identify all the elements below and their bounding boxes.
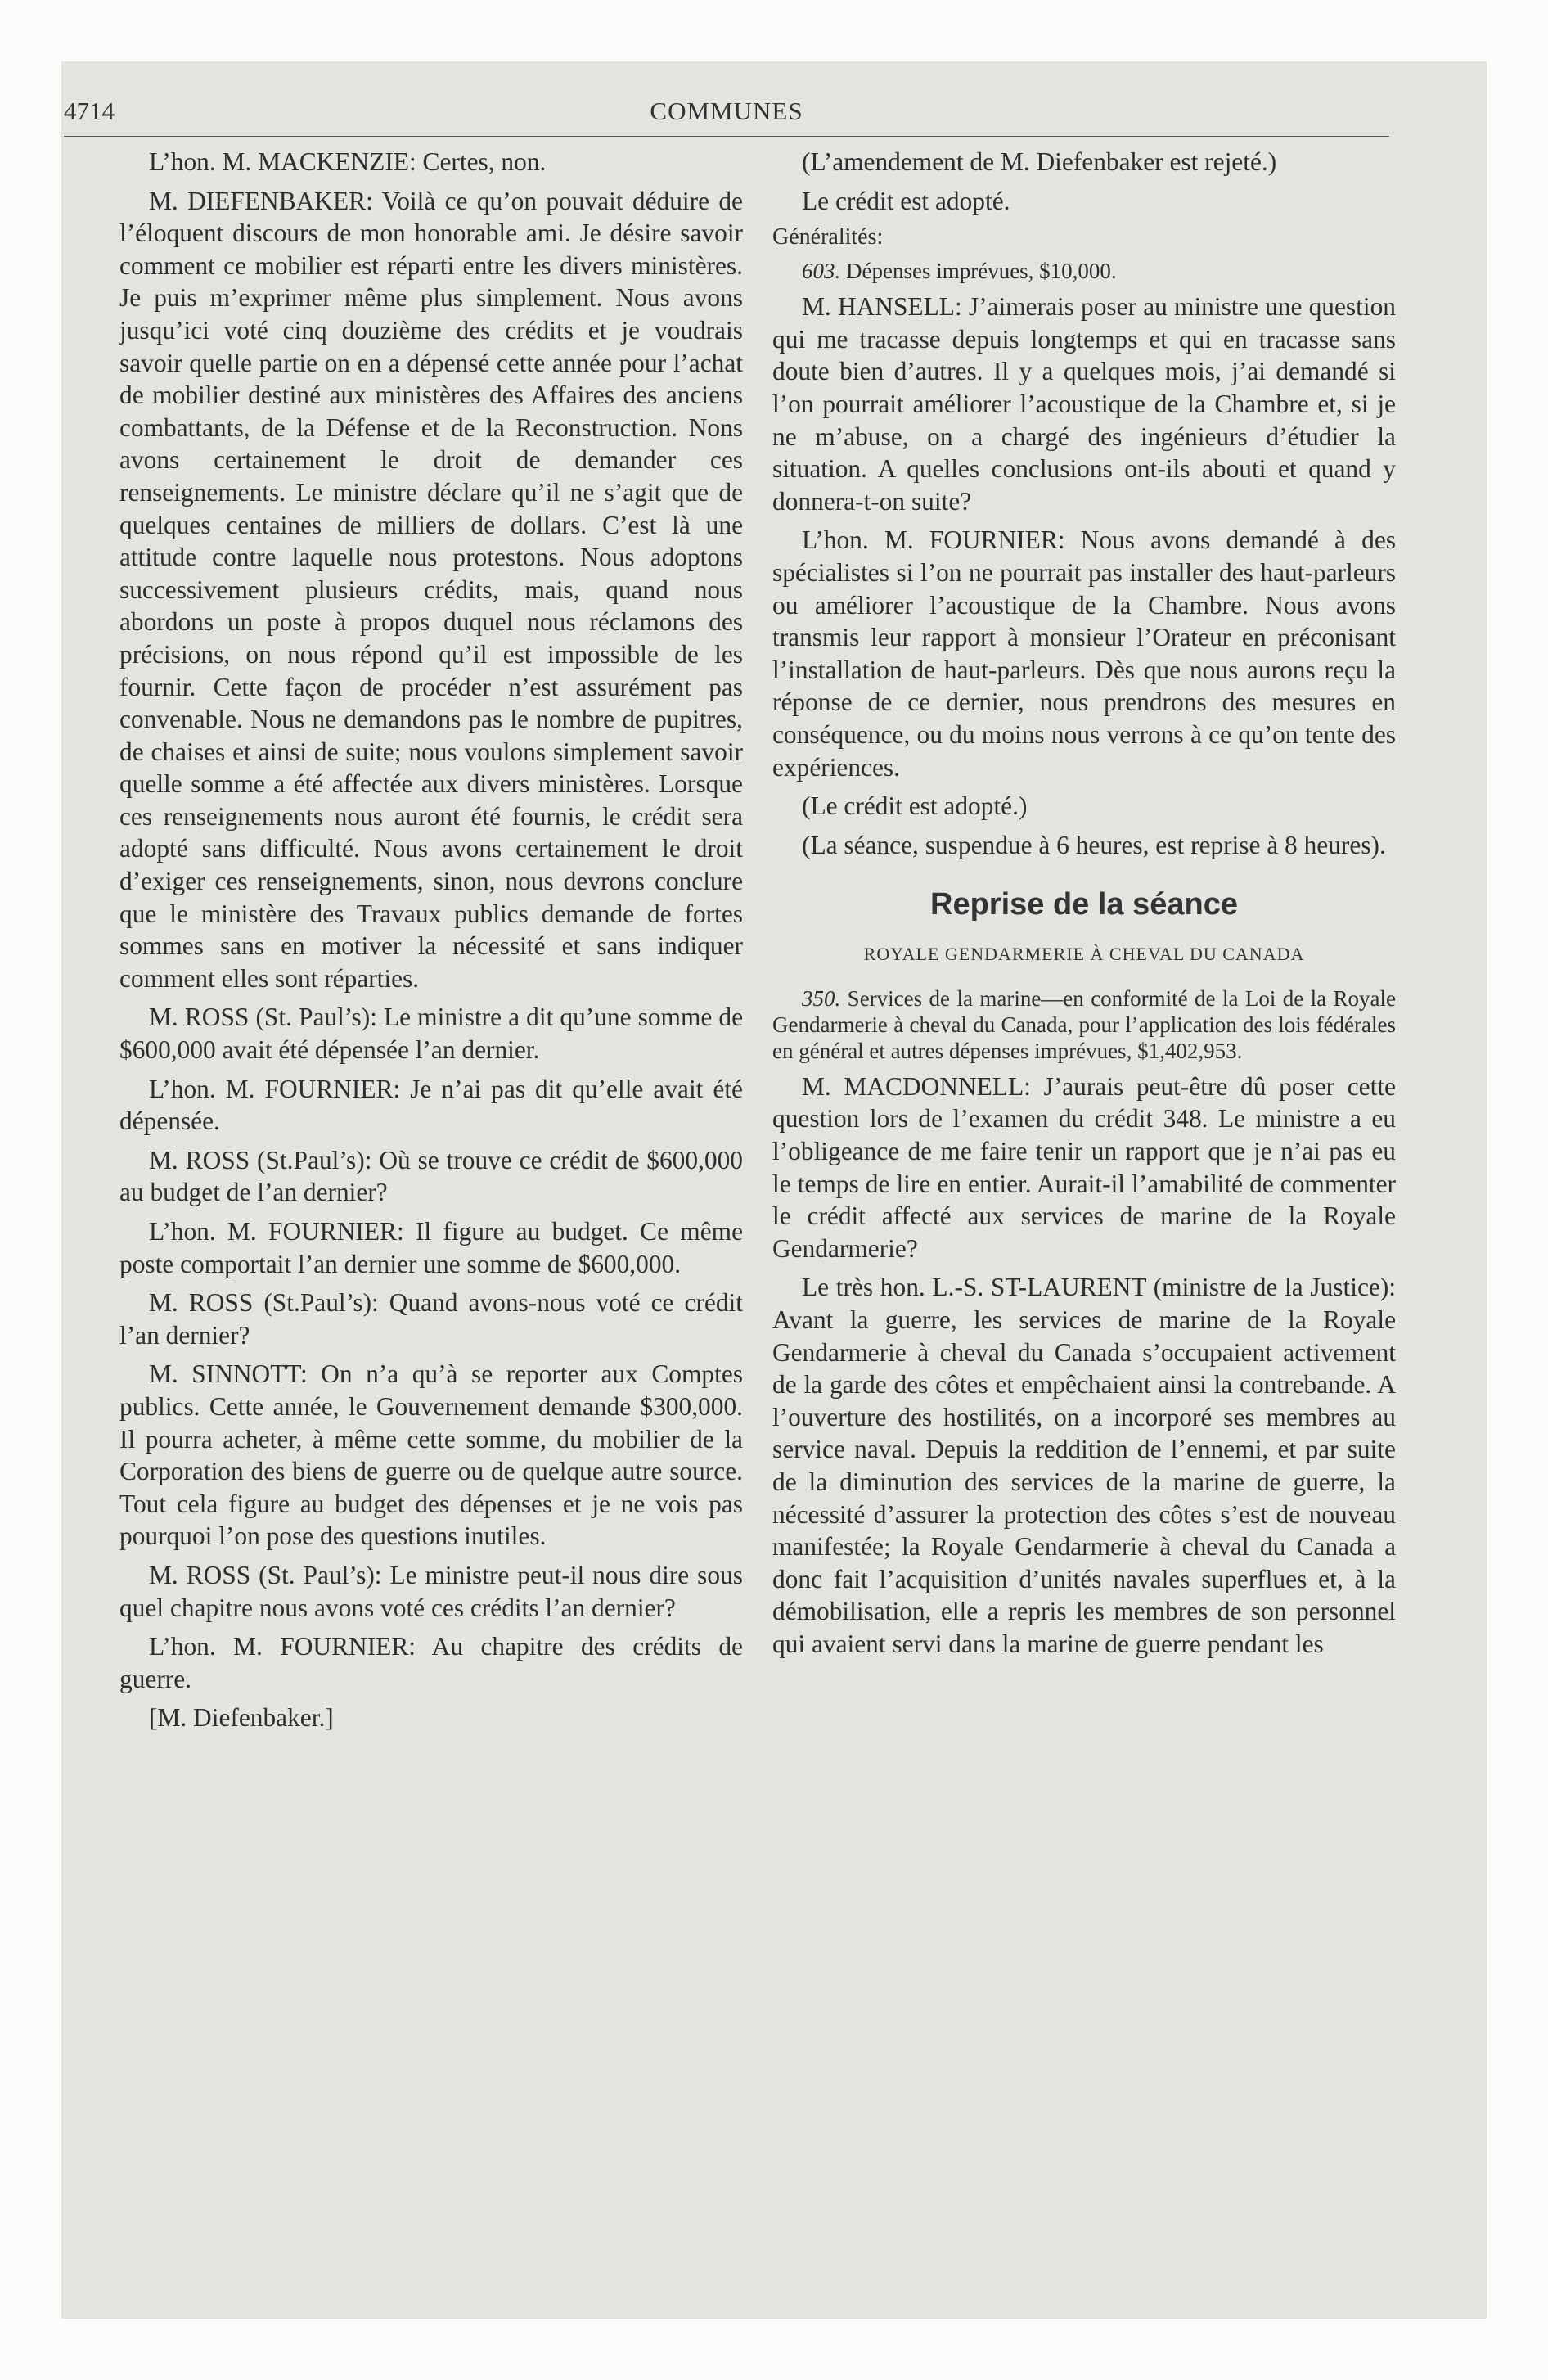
section-subheading: ROYALE GENDARMERIE À CHEVAL DU CANADA	[863, 944, 1305, 965]
budget-item-603	[772, 258, 1396, 284]
paragraph: M. ROSS (St.Paul’s): Où se trouve ce crédit de $600,000 au budget de l’an dernier?	[119, 1145, 743, 1207]
page-header	[64, 97, 1389, 129]
item-text: Services de la marine—en conformité de la Loi de la Royale Gendarmerie à cheval du Canada, pour l’application des lois fédérales en général et autres dépenses imprévues, $1,402,953.	[772, 985, 1397, 1063]
paragraph: M. ROSS (St. Paul’s): Le ministre a dit qu’une somme de $600,000 avait été dépensée l’an dernier.	[119, 1003, 743, 1065]
item-text: Dépenses imprévues, $10,000.	[846, 259, 1117, 284]
speaker-footer-tag: [M. Diefenbaker.]	[149, 1703, 334, 1733]
header-rule	[64, 136, 1389, 137]
paragraph: M. ROSS (St. Paul’s): Le ministre peut-il nous dire sous quel chapitre nous avons voté ces crédits l’an dernier?	[119, 1560, 743, 1622]
paragraph: M. ROSS (St.Paul’s): Quand avons-nous voté ce crédit l’an dernier?	[119, 1288, 743, 1350]
paragraph: M. HANSELL: J’aimerais poser au ministre une question qui me tracasse depuis longtemps et qui en tracasse sans doute bien d’autres. Il y a quelques mois, j’ai demandé si l’on pourrait améliorer l’acoustique de la Chambre et, si je ne m’abuse, on a chargé des ingénieurs d’étudier la situation. A quelles conclusions ont-ils abouti et quand y donnera-t-on suite?	[772, 292, 1396, 516]
paragraph: L’hon. M. FOURNIER: Au chapitre des crédits de guerre.	[119, 1632, 743, 1693]
page-number: 4714	[64, 97, 115, 125]
budget-item-350	[772, 985, 1396, 1064]
paragraph: L’hon. M. FOURNIER: Il figure au budget. Ce même poste comportait l’an dernier une somme de $600,000.	[119, 1217, 743, 1278]
running-head: COMMUNES	[650, 97, 803, 125]
section-heading: Reprise de la séance	[930, 887, 1238, 922]
item-number: 350.	[802, 985, 841, 1011]
generalites-label: Généralités:	[772, 224, 884, 250]
item-number: 603.	[802, 259, 841, 284]
left-column	[119, 146, 743, 1741]
paragraph: L’hon. M. FOURNIER: Je n’ai pas dit qu’elle avait été dépensée.	[119, 1074, 743, 1136]
paragraph: M. SINNOTT: On n’a qu’à se reporter aux Comptes publics. Cette année, le Gouvernement demande $300,000. Il pourra acheter, à même cette somme, du mobilier de la Corporation des biens de guerre ou de quelque autre source. Tout cela figure au budget des dépenses et je ne vois pas pourquoi l’on pose des questions inutiles.	[119, 1359, 743, 1551]
paragraph: (La séance, suspendue à 6 heures, est reprise à 8 heures).	[802, 830, 1386, 859]
paragraph: L’hon. M. MACKENZIE: Certes, non.	[149, 147, 547, 176]
paragraph: (L’amendement de M. Diefenbaker est rejeté.)	[802, 147, 1277, 176]
paragraph: M. DIEFENBAKER: Voilà ce qu’on pouvait déduire de l’éloquent discours de mon honorable ami. Je désire savoir comment ce mobilier est réparti entre les divers ministères. Je puis m’exprimer même plus simplement. Nous avons jusqu’ici voté cinq douzième des crédits et je voudrais savoir quelle partie on en a dépensé cette année pour l’achat de mobilier destiné aux ministères des Affaires des anciens combattants, de la Défense et de la Reconstruction. Nons avons certainement le droit de demander ces renseignements. Le ministre déclare qu’il ne s’agit que de quelques centaines de milliers de dollars. C’est là une attitude contre laquelle nous protestons. Nous adoptons successivement plusieurs crédits, mais, quand nous abordons un poste à propos duquel nous réclamons des précisions, on nous répond qu’il est impossible de les fournir. Cette façon de procéder n’est assurément pas convenable. Nous ne demandons pas le nombre de pupitres, de chaises et ainsi de suite; nous voulons simplement savoir quelle somme a été affectée aux divers ministères. Lorsque ces renseignements nous auront été fournis, le crédit sera adopté sans difficulté. Nous avons certainement le droit d’exiger ces renseignements, sinon, nous devrons conclure que le ministère des Travaux publics demande de fortes sommes sans en motiver la nécessité et sans indiquer comment elles sont réparties.	[119, 186, 743, 993]
paragraph: L’hon. M. FOURNIER: Nous avons demandé à des spécialistes si l’on ne pourrait pas installer des haut-parleurs ou améliorer l’acoustique de la Chambre. Nous avons transmis leur rapport à monsieur l’Orateur en préconisant l’installation de haut-parleurs. Dès que nous aurons reçu la réponse de ce dernier, nous prendrons des mesures en conséquence, ou du moins nous verrons à ce qu’on tente des expériences.	[772, 525, 1396, 782]
right-column	[772, 146, 1396, 1667]
paragraph: Le crédit est adopté.	[802, 186, 1010, 215]
paragraph: Le très hon. L.-S. ST-LAURENT (ministre de la Justice): Avant la guerre, les services de marine de la Royale Gendarmerie à cheval du Canada s’occupaient activement de la garde des côtes et empêchaient ainsi la contrebande. A l’ouverture des hostilités, on a incorporé ses membres au service naval. Depuis la reddition de l’ennemi, et par suite de la diminution des services de la marine de guerre, la nécessité d’assurer la protection des côtes s’est de nouveau manifestée; la Royale Gendarmerie à cheval du Canada a donc fait l’acquisition d’unités navales superflues et, à la démobilisation, elle a repris les membres de son personnel qui avaient servi dans la marine de guerre pendant les	[772, 1273, 1396, 1658]
paragraph: M. MACDONNELL: J’aurais peut-être dû poser cette question lors de l’examen du crédit 348. Le ministre a eu l’obligeance de me faire tenir un rapport que je n’ai pas eu le temps de lire en entier. Aurait-il l’amabilité de commenter le crédit affecté aux services de marine de la Royale Gendarmerie?	[772, 1071, 1396, 1263]
paragraph: (Le crédit est adopté.)	[802, 791, 1028, 821]
